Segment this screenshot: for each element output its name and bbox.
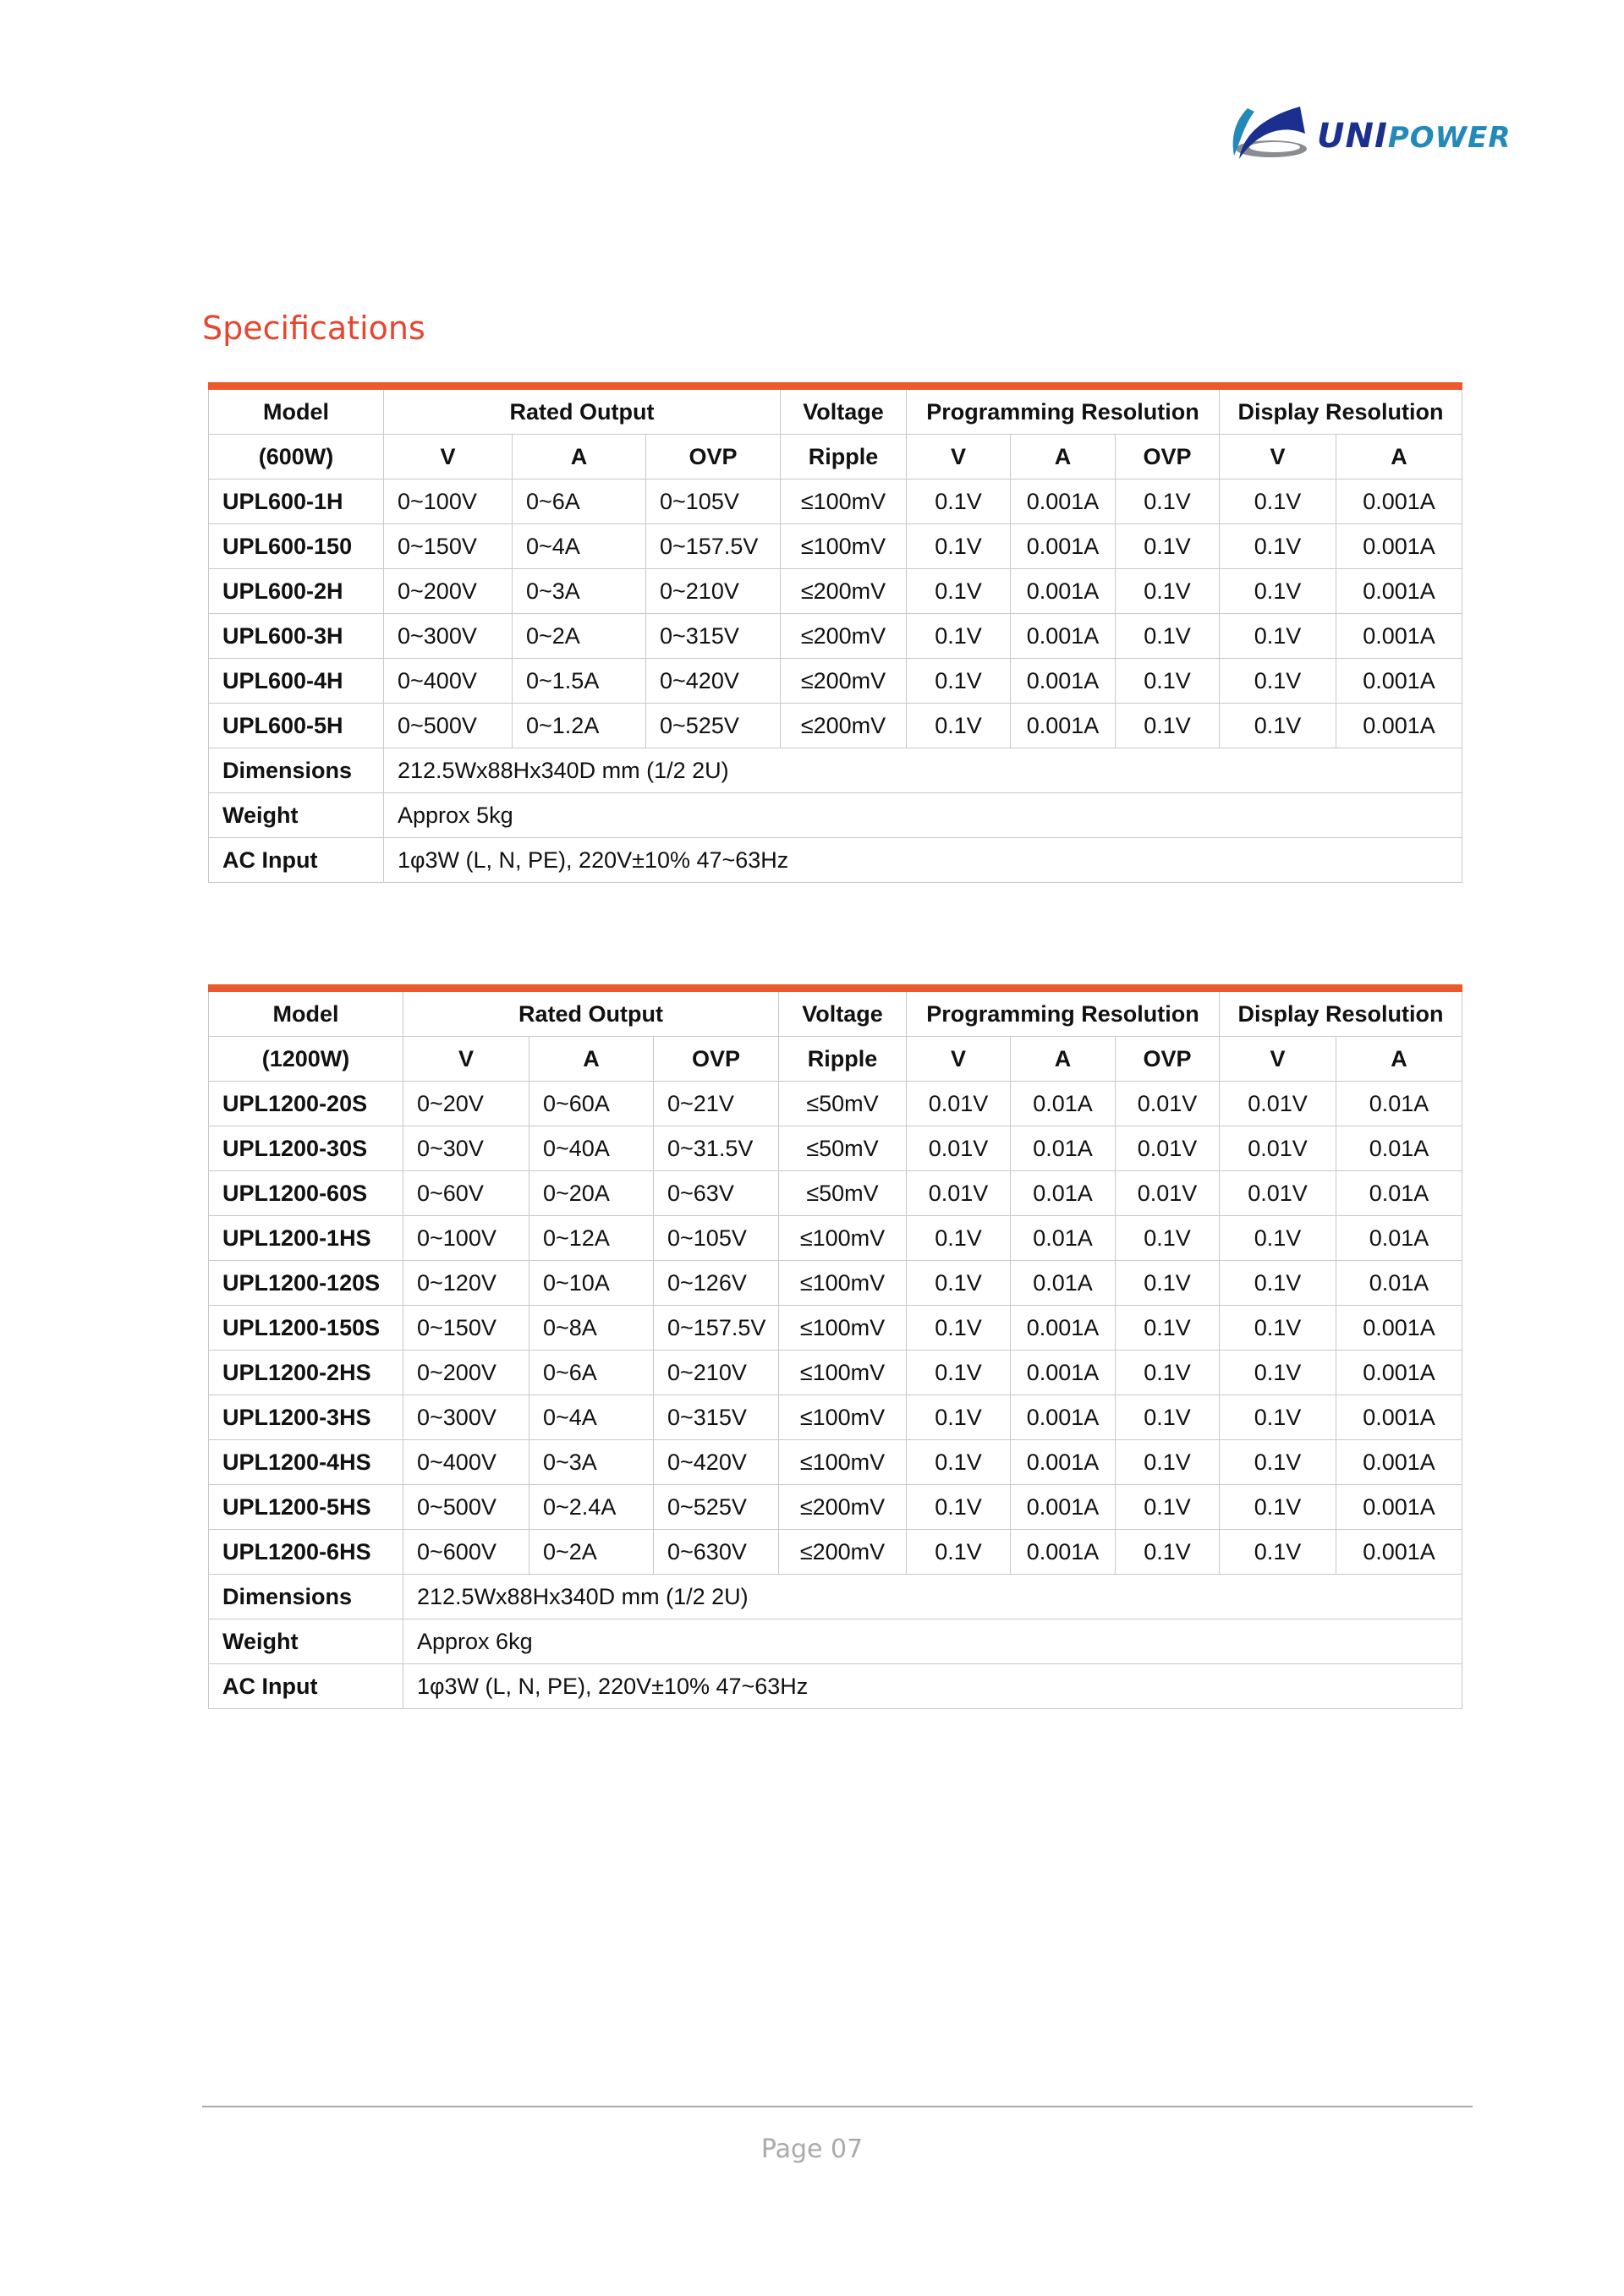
table-row [209, 704, 1462, 748]
value-cell: 0.1V [1116, 1261, 1220, 1306]
model-cell: UPL1200-60S [209, 1171, 403, 1216]
value-cell: 0.01V [1116, 1082, 1220, 1126]
header-cell: OVP [1116, 435, 1220, 479]
value-cell: 0~126V [654, 1261, 779, 1306]
value-cell: 0.1V [907, 1216, 1011, 1261]
value-cell: 0.001A [1336, 1530, 1462, 1575]
logo-swoosh-icon [1222, 100, 1315, 163]
value-cell: 0~420V [646, 659, 781, 704]
value-cell: ≤50mV [779, 1171, 907, 1216]
value-cell: 0~30V [403, 1126, 529, 1171]
value-cell: 0~300V [403, 1395, 529, 1440]
value-cell: 0.001A [1011, 1440, 1116, 1485]
spec-row [209, 748, 1462, 793]
table-row [209, 1440, 1462, 1485]
value-cell: 0~210V [654, 1351, 779, 1395]
value-cell: 0~315V [654, 1395, 779, 1440]
table-row [209, 1171, 1462, 1216]
spec-label: Dimensions [209, 748, 384, 793]
model-cell: UPL600-4H [209, 659, 384, 704]
spec-table-600w [208, 382, 1462, 883]
spec-value: 1φ3W (L, N, PE), 220V±10% 47~63Hz [384, 838, 1462, 883]
value-cell: 0~1.2A [513, 704, 646, 748]
value-cell: 0.001A [1336, 1306, 1462, 1351]
value-cell: 0~500V [384, 704, 513, 748]
value-cell: 0~525V [654, 1485, 779, 1530]
value-cell: 0~60V [403, 1171, 529, 1216]
header-cell: Rated Output [403, 989, 779, 1037]
header-cell: A [513, 435, 646, 479]
value-cell: 0.1V [1116, 569, 1220, 614]
value-cell: 0.1V [1116, 614, 1220, 659]
table-row [209, 1395, 1462, 1440]
value-cell: 0.001A [1336, 659, 1462, 704]
value-cell: 0.01A [1336, 1082, 1462, 1126]
value-cell: 0.001A [1011, 1395, 1116, 1440]
value-cell: ≤50mV [779, 1082, 907, 1126]
value-cell: 0.1V [1116, 659, 1220, 704]
value-cell: ≤100mV [779, 1261, 907, 1306]
value-cell: 0.1V [1220, 1306, 1336, 1351]
value-cell: 0~500V [403, 1485, 529, 1530]
model-cell: UPL600-1H [209, 479, 384, 524]
value-cell: 0.001A [1336, 704, 1462, 748]
value-cell: 0.001A [1011, 1530, 1116, 1575]
spec-table-1200w [208, 984, 1462, 1709]
value-cell: 0~400V [403, 1440, 529, 1485]
value-cell: 0~600V [403, 1530, 529, 1575]
value-cell: 0~150V [403, 1306, 529, 1351]
header-cell: Ripple [781, 435, 907, 479]
spec-label: AC Input [209, 1664, 403, 1709]
model-cell: UPL1200-30S [209, 1126, 403, 1171]
header-cell: A [529, 1037, 654, 1082]
value-cell: 0.1V [907, 1440, 1011, 1485]
model-cell: UPL1200-150S [209, 1306, 403, 1351]
value-cell: 0.01A [1336, 1171, 1462, 1216]
value-cell: 0.1V [1116, 524, 1220, 569]
model-cell: UPL1200-3HS [209, 1395, 403, 1440]
value-cell: 0~150V [384, 524, 513, 569]
header-cell: Voltage [781, 386, 907, 435]
value-cell: 0~12A [529, 1216, 654, 1261]
value-cell: 0.001A [1336, 569, 1462, 614]
value-cell: 0~157.5V [654, 1306, 779, 1351]
header-cell: Model [209, 989, 403, 1037]
model-cell: UPL600-5H [209, 704, 384, 748]
footer-divider [202, 2106, 1473, 2107]
value-cell: 0~3A [513, 569, 646, 614]
header-cell: Display Resolution [1220, 989, 1462, 1037]
model-cell: UPL1200-2HS [209, 1351, 403, 1395]
value-cell: 0~60A [529, 1082, 654, 1126]
spec-label: AC Input [209, 838, 384, 883]
header-cell: (600W) [209, 435, 384, 479]
value-cell: 0~2.4A [529, 1485, 654, 1530]
value-cell: 0.01A [1011, 1216, 1116, 1261]
header-cell: V [907, 435, 1011, 479]
value-cell: ≤200mV [781, 659, 907, 704]
value-cell: 0.001A [1336, 1395, 1462, 1440]
value-cell: 0.01A [1336, 1216, 1462, 1261]
value-cell: 0.01A [1011, 1126, 1116, 1171]
value-cell: 0~20V [403, 1082, 529, 1126]
value-cell: 0.1V [1220, 524, 1336, 569]
value-cell: ≤200mV [779, 1530, 907, 1575]
value-cell: 0~105V [654, 1216, 779, 1261]
table-row [209, 1485, 1462, 1530]
header-cell: Programming Resolution [907, 386, 1220, 435]
spec-row [209, 793, 1462, 838]
value-cell: 0.01V [907, 1126, 1011, 1171]
value-cell: 0~1.5A [513, 659, 646, 704]
value-cell: 0.001A [1011, 1306, 1116, 1351]
header-cell: Model [209, 386, 384, 435]
value-cell: 0.01V [1220, 1171, 1336, 1216]
table-row [209, 1216, 1462, 1261]
value-cell: 0.01V [907, 1082, 1011, 1126]
value-cell: 0.1V [1220, 1261, 1336, 1306]
value-cell: 0.01V [1220, 1126, 1336, 1171]
value-cell: 0~4A [529, 1395, 654, 1440]
value-cell: 0.01A [1336, 1126, 1462, 1171]
table-row [209, 1351, 1462, 1395]
header-cell: Programming Resolution [907, 989, 1220, 1037]
header-cell: A [1011, 1037, 1116, 1082]
value-cell: 0.1V [1116, 704, 1220, 748]
table-row [209, 1261, 1462, 1306]
model-cell: UPL1200-6HS [209, 1530, 403, 1575]
page-number: Page 07 [760, 2134, 864, 2164]
value-cell: 0.1V [907, 704, 1011, 748]
model-cell: UPL1200-1HS [209, 1216, 403, 1261]
header-cell: V [384, 435, 513, 479]
value-cell: 0.1V [1116, 1440, 1220, 1485]
value-cell: 0~21V [654, 1082, 779, 1126]
value-cell: 0~100V [403, 1216, 529, 1261]
value-cell: ≤200mV [779, 1485, 907, 1530]
header-cell: V [403, 1037, 529, 1082]
value-cell: 0.001A [1336, 524, 1462, 569]
value-cell: 0.1V [1116, 1216, 1220, 1261]
value-cell: ≤100mV [781, 524, 907, 569]
value-cell: 0~200V [384, 569, 513, 614]
value-cell: 0.001A [1336, 614, 1462, 659]
value-cell: 0.1V [1220, 1216, 1336, 1261]
value-cell: 0.1V [1220, 704, 1336, 748]
model-cell: UPL1200-20S [209, 1082, 403, 1126]
header-cell: V [1220, 1037, 1336, 1082]
value-cell: 0~63V [654, 1171, 779, 1216]
spec-row [209, 1664, 1462, 1709]
value-cell: 0.001A [1011, 704, 1116, 748]
value-cell: 0.1V [1220, 479, 1336, 524]
value-cell: ≤200mV [781, 569, 907, 614]
value-cell: 0.1V [907, 1306, 1011, 1351]
header-row [209, 386, 1462, 435]
value-cell: 0.1V [1220, 1351, 1336, 1395]
header-cell: OVP [654, 1037, 779, 1082]
value-cell: 0~420V [654, 1440, 779, 1485]
value-cell: 0.1V [907, 1261, 1011, 1306]
value-cell: ≤100mV [781, 479, 907, 524]
value-cell: 0~40A [529, 1126, 654, 1171]
value-cell: ≤200mV [781, 614, 907, 659]
value-cell: 0.01A [1336, 1261, 1462, 1306]
header-cell: Voltage [779, 989, 907, 1037]
value-cell: 0.1V [1220, 1530, 1336, 1575]
value-cell: 0.1V [907, 479, 1011, 524]
header-cell: V [907, 1037, 1011, 1082]
value-cell: 0.1V [907, 1530, 1011, 1575]
value-cell: 0.001A [1336, 479, 1462, 524]
value-cell: 0~200V [403, 1351, 529, 1395]
table-row [209, 1306, 1462, 1351]
model-cell: UPL600-150 [209, 524, 384, 569]
value-cell: ≤100mV [779, 1306, 907, 1351]
header-row [209, 1037, 1462, 1082]
section-title: Specifications [202, 310, 425, 347]
value-cell: 0.1V [1220, 1485, 1336, 1530]
header-cell: Rated Output [384, 386, 781, 435]
table-row [209, 479, 1462, 524]
value-cell: 0~6A [513, 479, 646, 524]
value-cell: 0.001A [1011, 1351, 1116, 1395]
value-cell: 0.001A [1011, 479, 1116, 524]
model-cell: UPL1200-4HS [209, 1440, 403, 1485]
spec-row [209, 1575, 1462, 1619]
header-cell: Ripple [779, 1037, 907, 1082]
model-cell: UPL1200-120S [209, 1261, 403, 1306]
value-cell: 0~105V [646, 479, 781, 524]
table-row [209, 1126, 1462, 1171]
value-cell: 0.01A [1011, 1171, 1116, 1216]
value-cell: 0.1V [1220, 1440, 1336, 1485]
value-cell: 0.01V [1116, 1171, 1220, 1216]
table-row [209, 524, 1462, 569]
value-cell: 0~4A [513, 524, 646, 569]
value-cell: 0.001A [1011, 569, 1116, 614]
value-cell: 0.1V [1220, 659, 1336, 704]
model-cell: UPL600-3H [209, 614, 384, 659]
value-cell: 0~20A [529, 1171, 654, 1216]
value-cell: 0.1V [1116, 1395, 1220, 1440]
header-cell: A [1336, 1037, 1462, 1082]
value-cell: 0.001A [1011, 524, 1116, 569]
value-cell: 0~8A [529, 1306, 654, 1351]
value-cell: 0.1V [1116, 1306, 1220, 1351]
unipower-logo [1222, 100, 1512, 163]
value-cell: 0.01V [1220, 1082, 1336, 1126]
value-cell: 0~157.5V [646, 524, 781, 569]
value-cell: 0.01A [1011, 1261, 1116, 1306]
value-cell: 0.01V [1116, 1126, 1220, 1171]
value-cell: 0.001A [1336, 1351, 1462, 1395]
value-cell: 0.1V [907, 524, 1011, 569]
value-cell: 0~400V [384, 659, 513, 704]
model-cell: UPL1200-5HS [209, 1485, 403, 1530]
value-cell: 0~315V [646, 614, 781, 659]
header-cell: (1200W) [209, 1037, 403, 1082]
value-cell: 0.1V [907, 1485, 1011, 1530]
spec-label: Dimensions [209, 1575, 403, 1619]
header-cell: OVP [646, 435, 781, 479]
value-cell: 0~210V [646, 569, 781, 614]
value-cell: 0~2A [513, 614, 646, 659]
value-cell: 0.1V [1116, 1530, 1220, 1575]
value-cell: 0.001A [1011, 614, 1116, 659]
header-cell: OVP [1116, 1037, 1220, 1082]
header-cell: A [1336, 435, 1462, 479]
header-row [209, 989, 1462, 1037]
logo-wordmark: UNIPOWER [1317, 117, 1512, 156]
value-cell: 0.1V [907, 659, 1011, 704]
value-cell: 0.1V [1220, 569, 1336, 614]
value-cell: 0.1V [1220, 614, 1336, 659]
value-cell: ≤100mV [779, 1216, 907, 1261]
spec-value: 212.5Wx88Hx340D mm (1/2 2U) [384, 748, 1462, 793]
value-cell: 0~31.5V [654, 1126, 779, 1171]
spec-row [209, 838, 1462, 883]
value-cell: 0~6A [529, 1351, 654, 1395]
value-cell: ≤100mV [779, 1351, 907, 1395]
spec-row [209, 1619, 1462, 1664]
value-cell: 0~10A [529, 1261, 654, 1306]
header-cell: V [1220, 435, 1336, 479]
spec-value: 1φ3W (L, N, PE), 220V±10% 47~63Hz [403, 1664, 1462, 1709]
table-row [209, 1082, 1462, 1126]
value-cell: 0~630V [654, 1530, 779, 1575]
value-cell: 0.1V [1116, 1351, 1220, 1395]
value-cell: ≤50mV [779, 1126, 907, 1171]
header-row [209, 435, 1462, 479]
value-cell: ≤200mV [781, 704, 907, 748]
table-row [209, 659, 1462, 704]
value-cell: 0.01V [907, 1171, 1011, 1216]
value-cell: ≤100mV [779, 1395, 907, 1440]
value-cell: 0~2A [529, 1530, 654, 1575]
value-cell: 0~525V [646, 704, 781, 748]
value-cell: 0.1V [907, 1351, 1011, 1395]
header-cell: A [1011, 435, 1116, 479]
value-cell: 0.1V [907, 1395, 1011, 1440]
spec-label: Weight [209, 793, 384, 838]
value-cell: 0.1V [1116, 1485, 1220, 1530]
value-cell: 0.001A [1336, 1485, 1462, 1530]
value-cell: ≤100mV [779, 1440, 907, 1485]
table-row [209, 614, 1462, 659]
value-cell: 0.001A [1336, 1440, 1462, 1485]
value-cell: 0~120V [403, 1261, 529, 1306]
table-row [209, 1530, 1462, 1575]
value-cell: 0.001A [1011, 659, 1116, 704]
value-cell: 0~3A [529, 1440, 654, 1485]
value-cell: 0.1V [907, 569, 1011, 614]
value-cell: 0.001A [1011, 1485, 1116, 1530]
value-cell: 0.1V [1116, 479, 1220, 524]
value-cell: 0.01A [1011, 1082, 1116, 1126]
spec-value: 212.5Wx88Hx340D mm (1/2 2U) [403, 1575, 1462, 1619]
table-row [209, 569, 1462, 614]
model-cell: UPL600-2H [209, 569, 384, 614]
value-cell: 0.1V [907, 614, 1011, 659]
header-cell: Display Resolution [1220, 386, 1462, 435]
value-cell: 0.1V [1220, 1395, 1336, 1440]
value-cell: 0~100V [384, 479, 513, 524]
spec-value: Approx 6kg [403, 1619, 1462, 1664]
spec-value: Approx 5kg [384, 793, 1462, 838]
spec-label: Weight [209, 1619, 403, 1664]
value-cell: 0~300V [384, 614, 513, 659]
